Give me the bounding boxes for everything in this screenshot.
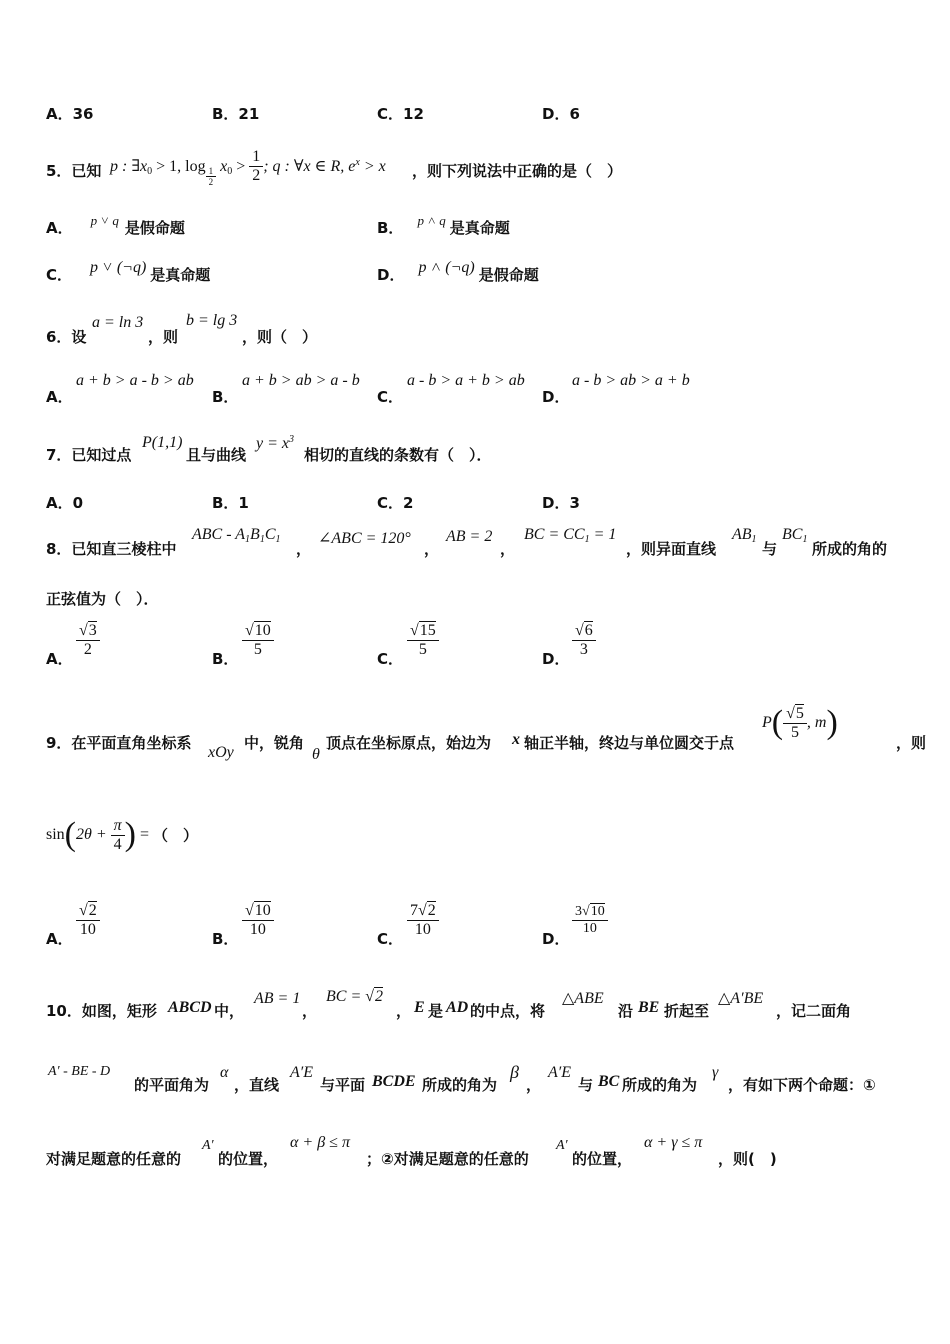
question-10-stem-line3: 对满足题意的任意的 A′ 的位置， α + β ≤ π ；②对满足题意的任意的 A′ 的位置， α + γ ≤ π ，则( ): [46, 1134, 777, 1168]
q9-point-p: P( $\frac{√5}{5}$ , m): [762, 704, 838, 741]
q7-option-a: A．0: [46, 494, 84, 512]
q7-option-c: C．2: [377, 494, 414, 512]
q5-option-a: A． p ˅ q 是假命题: [46, 213, 185, 237]
q7-option-d: D．3: [542, 494, 580, 512]
q5-option-b: B． p ˄ q 是真命题: [377, 213, 510, 237]
question-8-stem-cont: 正弦值为（ ）．: [46, 590, 159, 608]
q5-number: 5．已知: [46, 162, 102, 180]
question-8-stem: 8．已知直三棱柱中 ABC - $A_1B_1C_1$ ， ∠ABC = 120° ， AB = 2 ， BC = $CC_1 = 1$ ，则异面直线 $AB_1$ 与 $BC_1$ 所成的角的: [46, 526, 888, 558]
q4-option-a: A．36: [46, 105, 94, 123]
q4-option-b: B．21: [212, 105, 260, 123]
question-6-stem: 6．设 a = ln 3 ，则 b = lg 3 ，则（ ）: [46, 312, 318, 346]
question-10-stem: 10．如图，矩形 ABCD 中， AB = 1 ， BC = √2 ， E 是 AD 的中点，将 △ABE 沿 BE 折起至 △A′BE ，记二面角: [46, 988, 852, 1020]
question-9-expression: sin(2θ + $\frac{\pi}{4}$ ) = （ ）: [46, 816, 199, 853]
q4-option-d: D．6: [542, 105, 580, 123]
question-5-stem: [46, 138, 910, 188]
q5-formula: p : $\exists x_0 > 1$, log $\frac{1}{2}$ $x_0$ > $\frac{1}{2}$ ; q : ∀x ∈ R, $e^x > x$: [110, 148, 386, 187]
q4-option-c: C．12: [377, 105, 424, 123]
q5-prompt: ，则下列说法中正确的是（ ）: [412, 162, 623, 180]
q7-option-b: B．1: [212, 494, 249, 512]
q5-option-c: C． p ˅ (¬q) 是真命题: [46, 259, 211, 284]
question-9-stem: 9．在平面直角坐标系 xOy 中，锐角 θ 顶点在坐标原点，始边为 x 轴正半轴，终边与单位圆交于点 P( $\frac{√5}{5}$ , m) ，则: [46, 704, 927, 763]
q5-option-d: D． p ˄ (¬q) 是假命题: [377, 259, 539, 284]
question-7-stem: 7．已知过点 P(1,1) 且与曲线 $y = x^3$ 相切的直线的条数有（ ）．: [46, 434, 492, 464]
question-10-stem-line2: A′ - BE - D 的平面角为 α ，直线 A′E 与平面 BCDE 所成的角为 β ， A′E 与 BC 所成的角为 γ ，有如下两个命题：①: [48, 1062, 876, 1094]
q6-number: 6．设: [46, 328, 87, 346]
